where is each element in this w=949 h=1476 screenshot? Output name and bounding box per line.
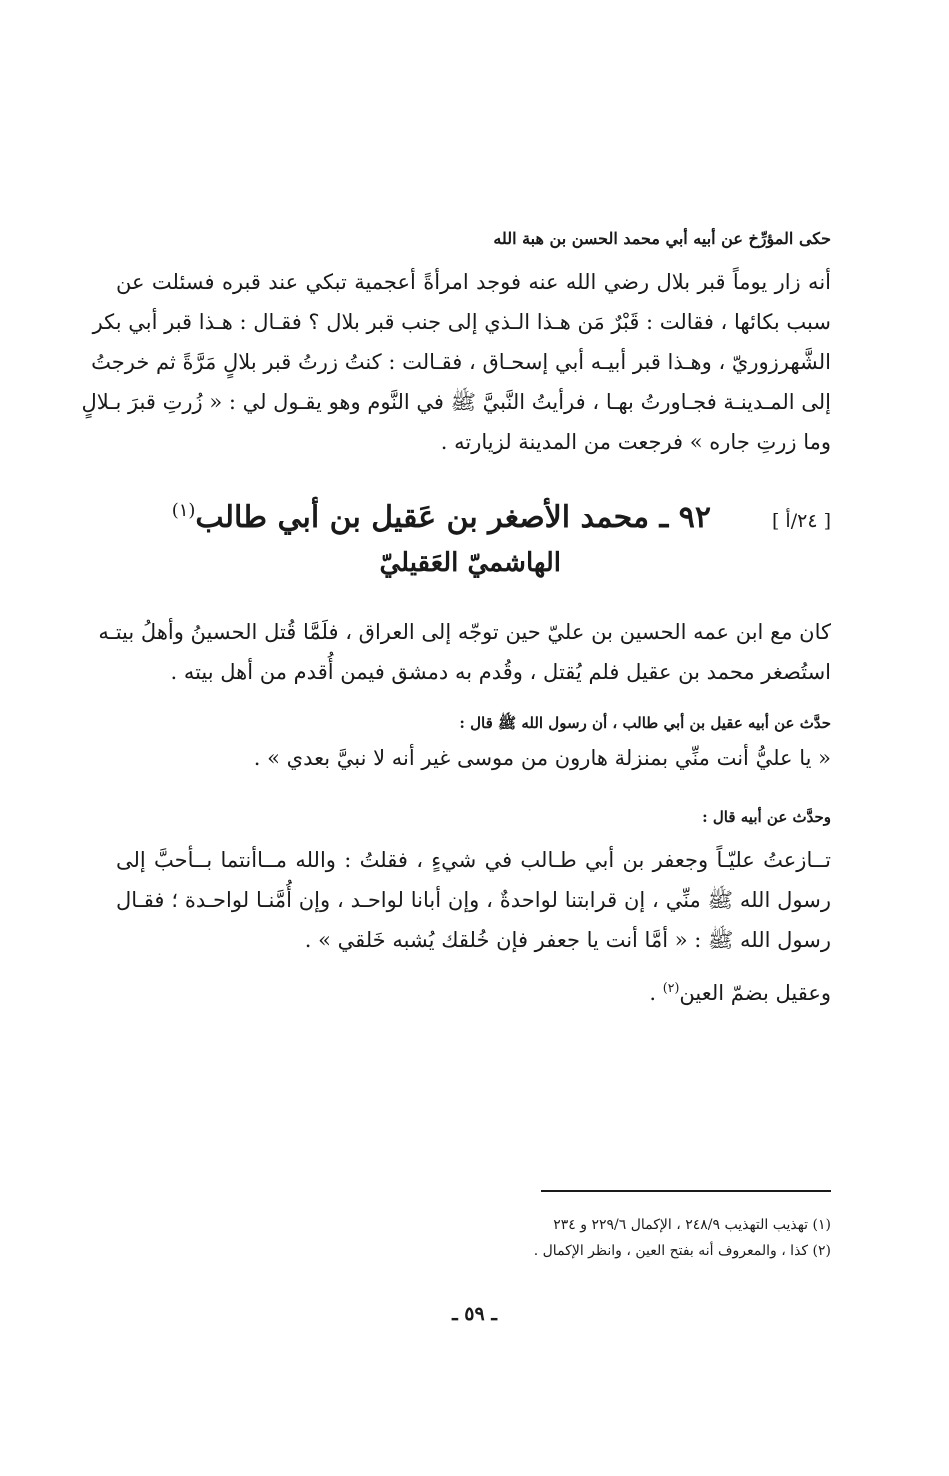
paragraph-line: رسول الله ﷺ : « أمَّا أنت يا جعفر فإن خُلقك يُشبه خَلقي » . <box>304 928 831 952</box>
footnote-divider <box>541 1190 831 1192</box>
paragraph-line: تــازعتُ عليّـاً وجعفر بن أبي طـالب في شيءٍ ، فقلتُ : والله مــاأنتما بــأحبَّ إلى <box>116 848 831 872</box>
footnote-marker: (٢) <box>662 980 680 995</box>
final-note-tail: . <box>649 981 663 1005</box>
entry-heading <box>116 500 831 590</box>
hadith-2-intro: وحدَّث عن أبيه قال : <box>702 808 831 826</box>
intro-heading: حكى المؤرِّخ عن أبيه أبي محمد الحسن بن هبة الله <box>493 229 831 248</box>
paragraph-1 <box>81 262 831 462</box>
paragraph-line: سبب بكائها ، فقالت : قَبْرٌ مَن هـذا الـذي إلى جنب قبر بلال ؟ فقـال : هـذا قبر أبي بكر <box>92 310 831 334</box>
paragraph-2 <box>98 612 831 692</box>
folio-reference: [ ٢٤/أ ] <box>771 510 831 532</box>
paragraph-line: إلى المـدينـة فجـاورتُ بهـا ، فرأيتُ النَّبيَّ ﷺ في النَّوم وهو يقـول لي : « زُرتِ قبرَ بـلالٍ <box>81 390 831 414</box>
footnote: (٢) كذا ، والمعروف أنه بفتح العين ، وانظر الإكمال . <box>533 1243 831 1259</box>
footnote: (١) تهذيب التهذيب ٢٤٨/٩ ، الإكمال ٢٢٩/٦ و ٢٣٤ <box>553 1217 831 1233</box>
paragraph-line: الشَّهرزوريّ ، وهـذا قبر أبيـه أبي إسحـاق ، فقـالت : كنتُ زرتُ قبر بلالٍ مَرَّةً ثم خرجتُ <box>91 350 831 374</box>
paragraph-line: كان مع ابن عمه الحسين بن عليّ حين توجّه إلى العراق ، فلَمَّا قُتل الحسينُ وأهلُ بيتـه <box>98 620 831 644</box>
hadith-1-quote: « يا عليُّ أنت منِّي بمنزلة هارون من موسى غير أنه لا نبيَّ بعدي » . <box>253 746 831 770</box>
paragraph-line: استُصغر محمد بن عقيل فلم يُقتل ، وقُدم به دمشق فيمن أُقدم من أهل بيته . <box>170 660 831 684</box>
entry-title-text: ٩٢ ـ محمد الأصغر بن عَقيل بن أبي طالب <box>195 500 711 535</box>
footnotes <box>116 1212 831 1264</box>
paragraph-line: رسول الله ﷺ منِّي ، إن قرابتنا لواحدةٌ ، وإن أبانا لواحـد ، وإن أُمَّنـا لواحـدة ؛ فقـال <box>116 888 831 912</box>
paragraph-line: أنه زار يوماً قبر بلال رضي الله عنه فوجد امرأةً أعجمية تبكي عند قبره فسئلت عن <box>116 270 831 294</box>
paragraph-line: وما زرتِ جاره » فرجعت من المدينة لزيارته . <box>440 430 831 454</box>
footnote-marker: (١) <box>171 500 196 521</box>
final-note-line <box>649 968 831 1013</box>
hadith-1-intro: حدَّث عن أبيه عقيل بن أبي طالب ، أن رسول الله ﷺ قال : <box>459 714 831 732</box>
final-note-text: وعقيل بضمّ العين <box>679 981 831 1005</box>
entry-title <box>172 500 711 535</box>
entry-subtitle: الهاشميّ العَقيليّ <box>379 548 561 578</box>
paragraph-3 <box>116 840 831 960</box>
page-number: ـ ٥٩ ـ <box>452 1303 497 1325</box>
